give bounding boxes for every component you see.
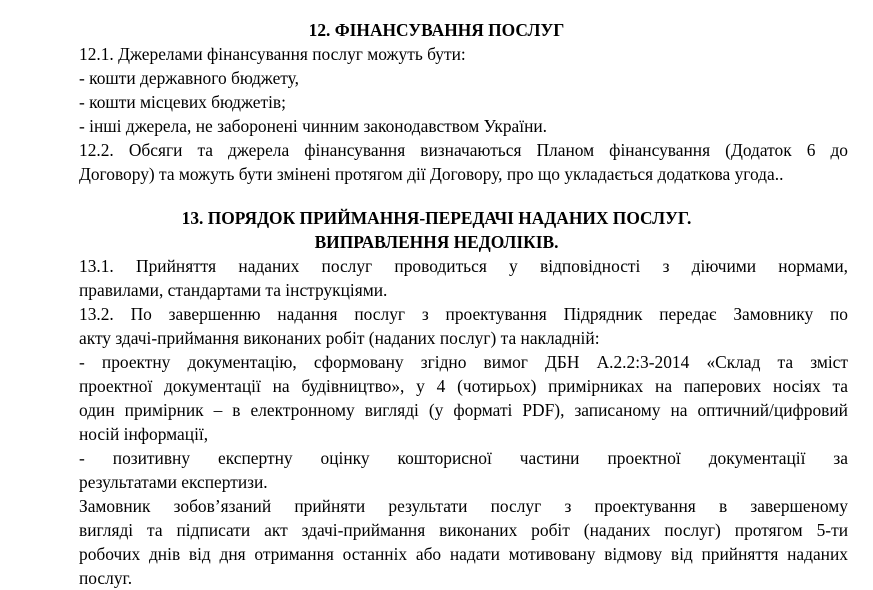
list-item-project-documentation-line-1: - проектну документацію, сформовану згідно вимог ДБН А.2.2:3-2014 «Склад та зміст <box>79 352 848 372</box>
section-13-heading-line-1: 13. ПОРЯДОК ПРИЙМАННЯ-ПЕРЕДАЧІ НАДАНИХ ПОСЛУГ. <box>181 208 692 228</box>
paragraph-13-2-line-1: 13.2. По завершенню надання послуг з проектування Підрядник передає Замовнику по <box>79 304 848 324</box>
list-item-project-documentation-line-2: проектної документації на будівництво», у 4 (чотирьох) примірниках на паперових носіях та <box>79 376 848 396</box>
list-item-state-budget: - кошти державного бюджету, <box>79 68 299 88</box>
paragraph-customer-obligation-line-1: Замовник зобов’язаний прийняти результати послуг з проектування в завершеному <box>79 496 848 516</box>
paragraph-12-1: 12.1. Джерелами фінансування послуг можуть бути: <box>79 44 466 64</box>
paragraph-customer-obligation-line-3: робочих днів від дня отримання останніх або надати мотивовану відмову від прийняття наданих <box>79 544 848 564</box>
list-item-project-documentation-line-4: носій інформації, <box>79 424 209 444</box>
list-item-expert-assessment-line-1: - позитивну експертну оцінку кошторисної частини проектної документації за <box>79 448 848 468</box>
paragraph-13-2-line-2: акту здачі-приймання виконаних робіт (наданих послуг) та накладній: <box>79 328 600 348</box>
list-item-local-budgets: - кошти місцевих бюджетів; <box>79 92 286 112</box>
paragraph-12-2-line-1: 12.2. Обсяги та джерела фінансування визначаються Планом фінансування (Додаток 6 до <box>79 140 848 160</box>
paragraph-customer-obligation-line-2: вигляді та підписати акт здачі-приймання виконаних робіт (наданих послуг) протягом 5-ти <box>79 520 848 540</box>
list-item-other-sources: - інші джерела, не заборонені чинним законодавством України. <box>79 116 548 136</box>
list-item-project-documentation-line-3: один примірник – в електронному вигляді (у форматі PDF), записаному на оптичний/цифровий <box>79 400 848 420</box>
section-12-heading: 12. ФІНАНСУВАННЯ ПОСЛУГ <box>308 20 565 40</box>
paragraph-12-2-line-2: Договору) та можуть бути змінені протягом дії Договору, про що укладається додаткова угода.. <box>79 164 784 184</box>
paragraph-customer-obligation-line-4: послуг. <box>79 568 133 588</box>
list-item-expert-assessment-line-2: результатами експертизи. <box>79 472 268 492</box>
section-13-heading-line-2: ВИПРАВЛЕННЯ НЕДОЛІКІВ. <box>314 232 559 252</box>
paragraph-13-1-line-2: правилами, стандартами та інструкціями. <box>79 280 388 300</box>
paragraph-13-1-line-1: 13.1. Прийняття наданих послуг проводиться у відповідності з діючими нормами, <box>79 256 848 276</box>
